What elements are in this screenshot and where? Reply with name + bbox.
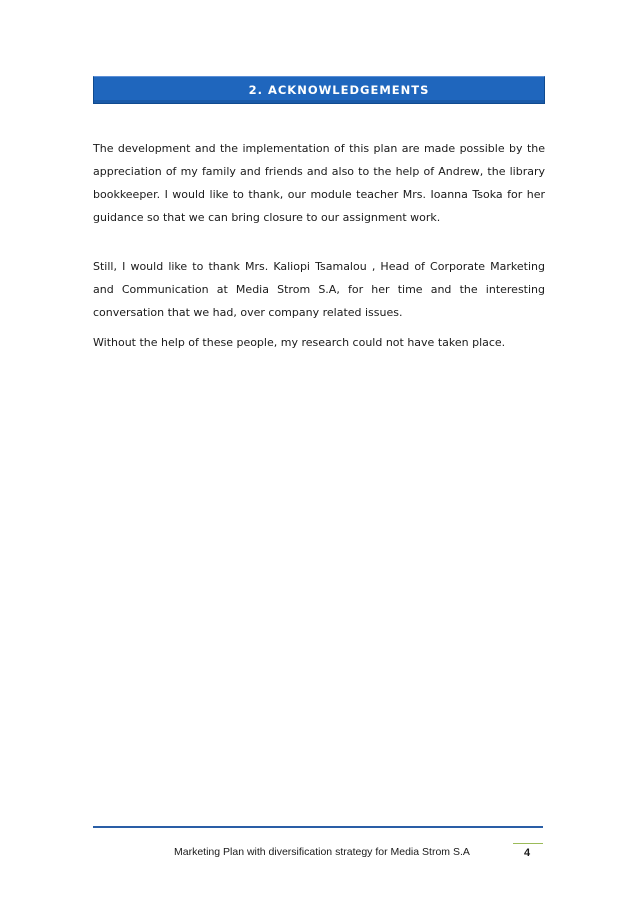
body-paragraph: Still, I would like to thank Mrs. Kaliopi Tsamalou , Head of Corporate Marketing and Communication at Media Strom S.A, for her time and the interesting conversation that we had, over company related issues.: [93, 260, 545, 319]
document-body: [93, 137, 545, 354]
section-heading-bar: [93, 76, 545, 104]
body-paragraph: The development and the implementation of this plan are made possible by the appreciation of my family and friends and also to the help of Andrew, the library bookkeeper. I would like to thank, our module teacher Mrs. Ioanna Tsoka for her guidance so that we can bring closure to our assignment work.: [93, 142, 545, 224]
footer-divider: [93, 826, 543, 828]
page-number: 4: [524, 847, 531, 859]
body-paragraph: Without the help of these people, my research could not have taken place.: [93, 336, 506, 349]
footer-title: Marketing Plan with diversification strategy for Media Strom S.A: [174, 846, 470, 858]
footer-accent-line: [513, 843, 543, 844]
section-heading: 2. ACKNOWLEDGEMENTS: [248, 83, 430, 97]
